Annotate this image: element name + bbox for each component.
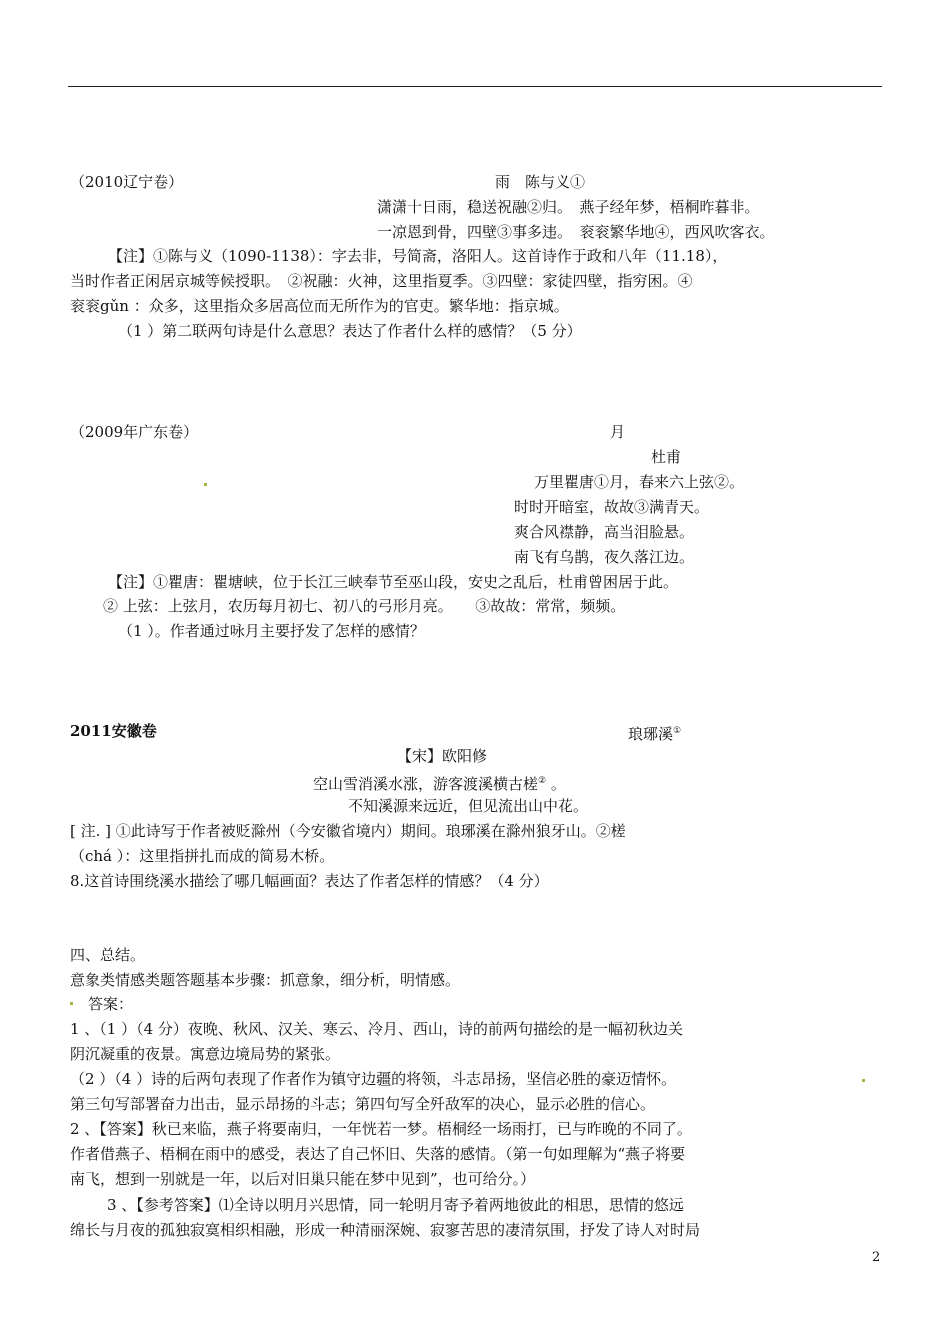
- section3-note-line2: （chá ）：这里指拼扎而成的简易木桥。: [70, 847, 335, 865]
- section2-poem-line4: 南飞有乌鹊，夜久落江边。: [514, 548, 695, 566]
- answer2-line3: 南飞，想到一别就是一年，以后对旧巢只能在梦中见到”，也可给分。）: [70, 1170, 536, 1188]
- answer3-line2: 绵长与月夜的孤独寂寞相织相融，形成一种清丽深婉、寂寥苦思的凄清氛围，抒发了诗人对时局: [70, 1221, 701, 1239]
- stray-dot: [70, 1002, 73, 1005]
- answer3-line1: 3 、【参考答案】⑴全诗以明月兴思情，同一轮明月寄予着两地彼此的相思，思情的悠远: [107, 1196, 684, 1214]
- section1-note-line3: 衮衮gǔn ：众多，这里指众多居高位而无所作为的官吏。繁华地：指京城。: [70, 297, 569, 315]
- stray-dot: [204, 483, 207, 486]
- answer2-line2: 作者借燕子、梧桐在雨中的感受，表达了自己怀旧、失落的感情。（第一句如理解为“燕子将要: [70, 1145, 686, 1163]
- section3-question: 8.这首诗围绕溪水描绘了哪几幅画面？表达了作者怎样的情感？（4 分）: [70, 872, 549, 890]
- section1-poem-line1: 潇潇十日雨，稳送祝融②归。 燕子经年梦，梧桐昨暮非。: [377, 198, 760, 216]
- section1-note-line1: 【注】①陈与义（1090-1138）：字去非，号简斋，洛阳人。这首诗作于政和八年（11.18），: [108, 247, 728, 265]
- answer2-line1: 2 、【答案】秋已来临，燕子将要南归，一年恍若一梦。梧桐经一场雨打，已与昨晚的不同了。: [70, 1120, 692, 1138]
- answer1-line1: 1 、（1 ）（4 分）夜晚、秋风、汉关、寒云、冷月、西山，诗的前两句描绘的是一幅初秋边关: [70, 1020, 683, 1038]
- section3-poem-line1-end: 。: [546, 775, 566, 793]
- header-rule: [68, 86, 882, 87]
- section1-poem-line2: 一凉恩到骨，四壁③事多违。 衮衮繁华地④，西风吹客衣。: [377, 223, 775, 241]
- section3-note-line1: [ 注. ] ①此诗写于作者被贬滁州（今安徽省境内）期间。琅琊溪在滁州狼牙山。②槎: [70, 822, 626, 840]
- section3-title-footnote: ①: [673, 726, 682, 736]
- section1-title: 雨 陈与义①: [495, 173, 586, 191]
- section2-note-line2: ② 上弦：上弦月，农历每月初七、初八的弓形月亮。 ③故故：常常，频频。: [103, 597, 626, 615]
- summary-heading: 四、总结。: [70, 946, 146, 964]
- section2-note-line1: 【注】①瞿唐：瞿塘峡，位于长江三峡奉节至巫山段，安史之乱后，杜甫曾困居于此。: [108, 573, 679, 591]
- section3-poem-line1: [313, 771, 566, 794]
- section2-source: （2009年广东卷）: [70, 423, 199, 441]
- section2-poem-line3: 爽合风襟静，高当泪脸悬。: [514, 523, 695, 541]
- section2-poem-line2: 时时开暗室，故故③满青天。: [514, 498, 710, 516]
- summary-steps: 意象类情感类题答题基本步骤：抓意象，细分析，明情感。: [70, 971, 461, 989]
- section2-poem-line1: 万里瞿唐①月，春来六上弦②。: [534, 473, 745, 491]
- section3-source: 2011安徽卷: [70, 722, 157, 740]
- answer1-line2: 阴沉凝重的夜景。寓意边境局势的紧张。: [70, 1045, 341, 1063]
- section3-author: 【宋】欧阳修: [397, 747, 488, 765]
- section1-source: （2010辽宁卷）: [70, 173, 184, 191]
- section3-title-line: [628, 721, 681, 744]
- stray-dot: [862, 1079, 865, 1082]
- section3-title: 琅琊溪: [628, 725, 674, 743]
- answer1-line4: 第三句写部署奋力出击，显示昂扬的斗志；第四句写全歼敌军的决心，显示必胜的信心。: [70, 1095, 656, 1113]
- section3-poem-line2: 不知溪源来远近，但见流出山中花。: [348, 797, 589, 815]
- section2-author: 杜甫: [651, 448, 682, 466]
- section2-title: 月: [610, 423, 626, 441]
- section3-poem-line1-text: 空山雪消溪水涨，游客渡溪横古槎: [313, 775, 539, 793]
- section3-poem-line1-footnote: ②: [538, 776, 547, 786]
- answer1-line3: （2 ）（4 ）诗的后两句表现了作者作为镇守边疆的将领，斗志昂扬，坚信必胜的豪迈情怀。: [70, 1070, 677, 1088]
- page-number: 2: [872, 1250, 881, 1265]
- section1-note-line2: 当时作者正闲居京城等候授职。 ②祝融：火神，这里指夏季。③四壁：家徒四壁，指穷困。④: [70, 272, 693, 290]
- section1-question: （1 ）第二联两句诗是什么意思？表达了作者什么样的感情？（5 分）: [118, 322, 582, 340]
- section2-question: （1 ）。作者通过咏月主要抒发了怎样的感情？: [118, 622, 425, 640]
- answer-label: 答案：: [88, 995, 134, 1013]
